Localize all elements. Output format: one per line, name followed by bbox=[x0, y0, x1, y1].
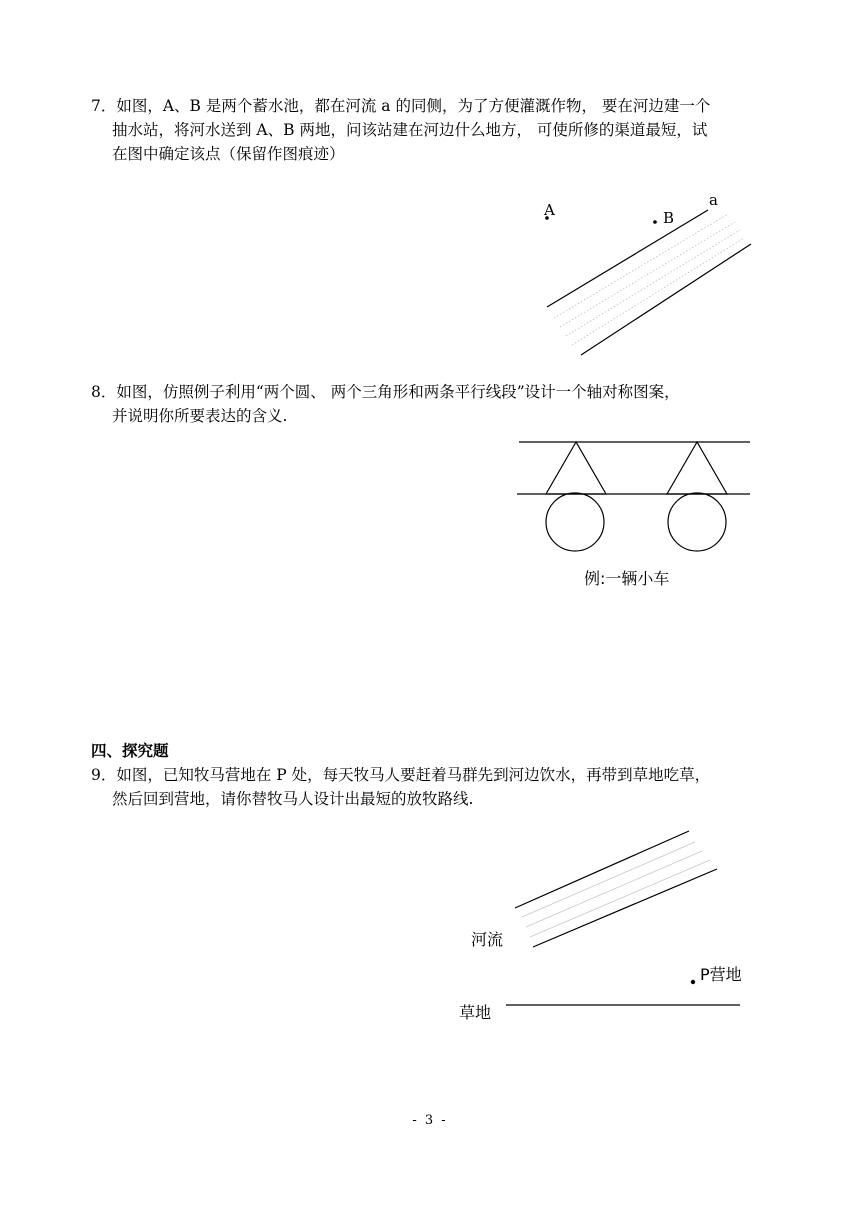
figure-8-car-example bbox=[510, 430, 760, 595]
question-9-line-2: 然后回到营地，请你替牧马人设计出最短的放牧路线. bbox=[112, 790, 474, 808]
question-7-line-2: 抽水站，将河水送到 A、B 两地，问该站建在河边什么地方， 可使所修的渠道最短，试 bbox=[112, 121, 708, 139]
camp-p-dot bbox=[691, 980, 695, 984]
figure-7-river-reservoirs bbox=[530, 190, 770, 360]
question-7 bbox=[91, 94, 710, 166]
figure-9-river-camp-grass bbox=[440, 820, 770, 1040]
river-water-lines bbox=[554, 214, 744, 345]
question-9-line-1: 9．如图，已知牧马营地在 P 处，每天牧马人要赶着马群先到河边饮水，再带到草地吃草， bbox=[91, 766, 711, 784]
circle-right bbox=[668, 493, 726, 551]
triangle-left bbox=[546, 442, 606, 494]
circle-left bbox=[546, 493, 604, 551]
question-9 bbox=[91, 763, 710, 811]
point-b-label: B bbox=[663, 209, 675, 227]
section-heading: 四、探究题 bbox=[91, 741, 169, 760]
figure-8-caption: 例:一辆小车 bbox=[584, 569, 670, 588]
question-7-line-3: 在图中确定该点（保留作图痕迹） bbox=[112, 145, 345, 163]
point-b-dot bbox=[653, 220, 657, 224]
question-8-line-1: 8．如图，仿照例子利用“两个圆、 两个三角形和两条平行线段”设计一个轴对称图案， bbox=[91, 383, 680, 401]
question-8 bbox=[91, 380, 680, 428]
river-label: 河流 bbox=[471, 930, 504, 949]
river-bank-top bbox=[547, 210, 708, 307]
river-bank-top bbox=[515, 831, 689, 908]
river-water-lines bbox=[522, 842, 710, 937]
grassland-label: 草地 bbox=[459, 1003, 492, 1022]
river-a-label: a bbox=[709, 191, 718, 209]
question-7-line-1: 7．如图，A、B 是两个蓄水池，都在河流 a 的同侧，为了方便灌溉作物， 要在河边建一个 bbox=[91, 97, 711, 115]
page-number: - 3 - bbox=[412, 1113, 448, 1128]
triangle-right bbox=[667, 442, 727, 494]
river-bank-bottom bbox=[533, 869, 717, 947]
question-8-line-2: 并说明你所要表达的含义. bbox=[112, 407, 288, 425]
point-a-label: A bbox=[544, 201, 555, 219]
river-bank-bottom bbox=[581, 244, 751, 355]
camp-p-label: P营地 bbox=[700, 965, 742, 984]
